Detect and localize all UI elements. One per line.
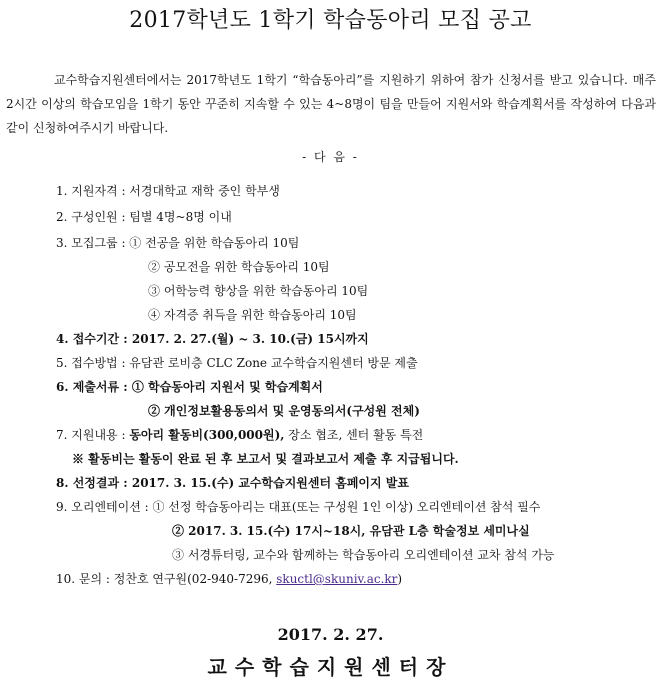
- item-contact: [56, 568, 402, 590]
- item-eligibility: 1. 지원자격 : 서경대학교 재학 중인 학부생: [56, 184, 280, 198]
- item-groups-4: ④ 자격증 취득을 위한 학습동아리 10팀: [148, 308, 357, 322]
- item-groups: 3. 모집그룹 : ① 전공을 위한 학습동아리 10팀: [56, 236, 300, 250]
- item-orientation: 9. 오리엔테이션 : ① 선정 학습동아리는 대표(또는 구성원 1인 이상) 오리엔테이션 참석 필수: [56, 500, 541, 514]
- item-application-method: 5. 접수방법 : 유담관 로비층 CLC Zone 교수학습지원센터 방문 제출: [56, 356, 418, 370]
- intro-paragraph: 교수학습지원센터에서는 2017학년도 1학기 “학습동아리”를 지원하기 위하여 참가 신청서를 받고 있습니다. 매주 2시간 이상의 학습모임을 1학기 동안 꾸준히 지속할 수 있는 4~8명이 팀을 만들어 지원서와 학습계획서를 작성하여 다음과 같이 신청하여주시기 바랍니다.: [6, 73, 656, 135]
- item-groups-2: ② 공모전을 위한 학습동아리 10팀: [148, 260, 330, 274]
- item-support-prefix: 7. 지원내용 :: [56, 428, 130, 442]
- item-contact-prefix: 10. 문의 : 정찬호 연구원(02-940-7296,: [56, 572, 277, 586]
- item-documents: 6. 제출서류 : ① 학습동아리 지원서 및 학습계획서: [56, 380, 323, 394]
- issuer-name: 교수학습지원센터장: [207, 655, 454, 679]
- item-support-fee: 동아리 활동비(300,000원),: [129, 428, 285, 442]
- item-support-rest: 장소 협조, 센터 활동 특전: [284, 428, 424, 442]
- notice-date: 2017. 2. 27.: [277, 625, 384, 644]
- item-results: 8. 선정결과 : 2017. 3. 15.(수) 교수학습지원센터 홈페이지 발표: [56, 476, 409, 490]
- item-contact-suffix: ): [397, 572, 403, 586]
- page-title: 2017학년도 1학기 학습동아리 모집 공고: [129, 8, 532, 33]
- section-divider-heading: - 다 음 -: [302, 150, 359, 164]
- item-application-period: 4. 접수기간 : 2017. 2. 27.(월) ~ 3. 10.(금) 15시까지: [56, 332, 369, 346]
- item-orientation-2: ② 2017. 3. 15.(수) 17시~18시, 유담관 L층 학술정보 세미나실: [172, 524, 530, 538]
- item-support: [56, 424, 423, 446]
- item-groups-3: ③ 어학능력 향상을 위한 학습동아리 10팀: [148, 284, 369, 298]
- item-team-size: 2. 구성인원 : 팀별 4명~8명 이내: [56, 210, 232, 224]
- item-documents-2: ② 개인정보활용동의서 및 운영동의서(구성원 전체): [148, 404, 420, 418]
- item-support-note: ※ 활동비는 활동이 완료 된 후 보고서 및 결과보고서 제출 후 지급됩니다.: [72, 452, 459, 466]
- contact-email-link[interactable]: skuctl@skuniv.ac.kr: [276, 572, 398, 586]
- item-orientation-3: ③ 서경튜터링, 교수와 함께하는 학습동아리 오리엔테이션 교차 참석 가능: [172, 548, 555, 562]
